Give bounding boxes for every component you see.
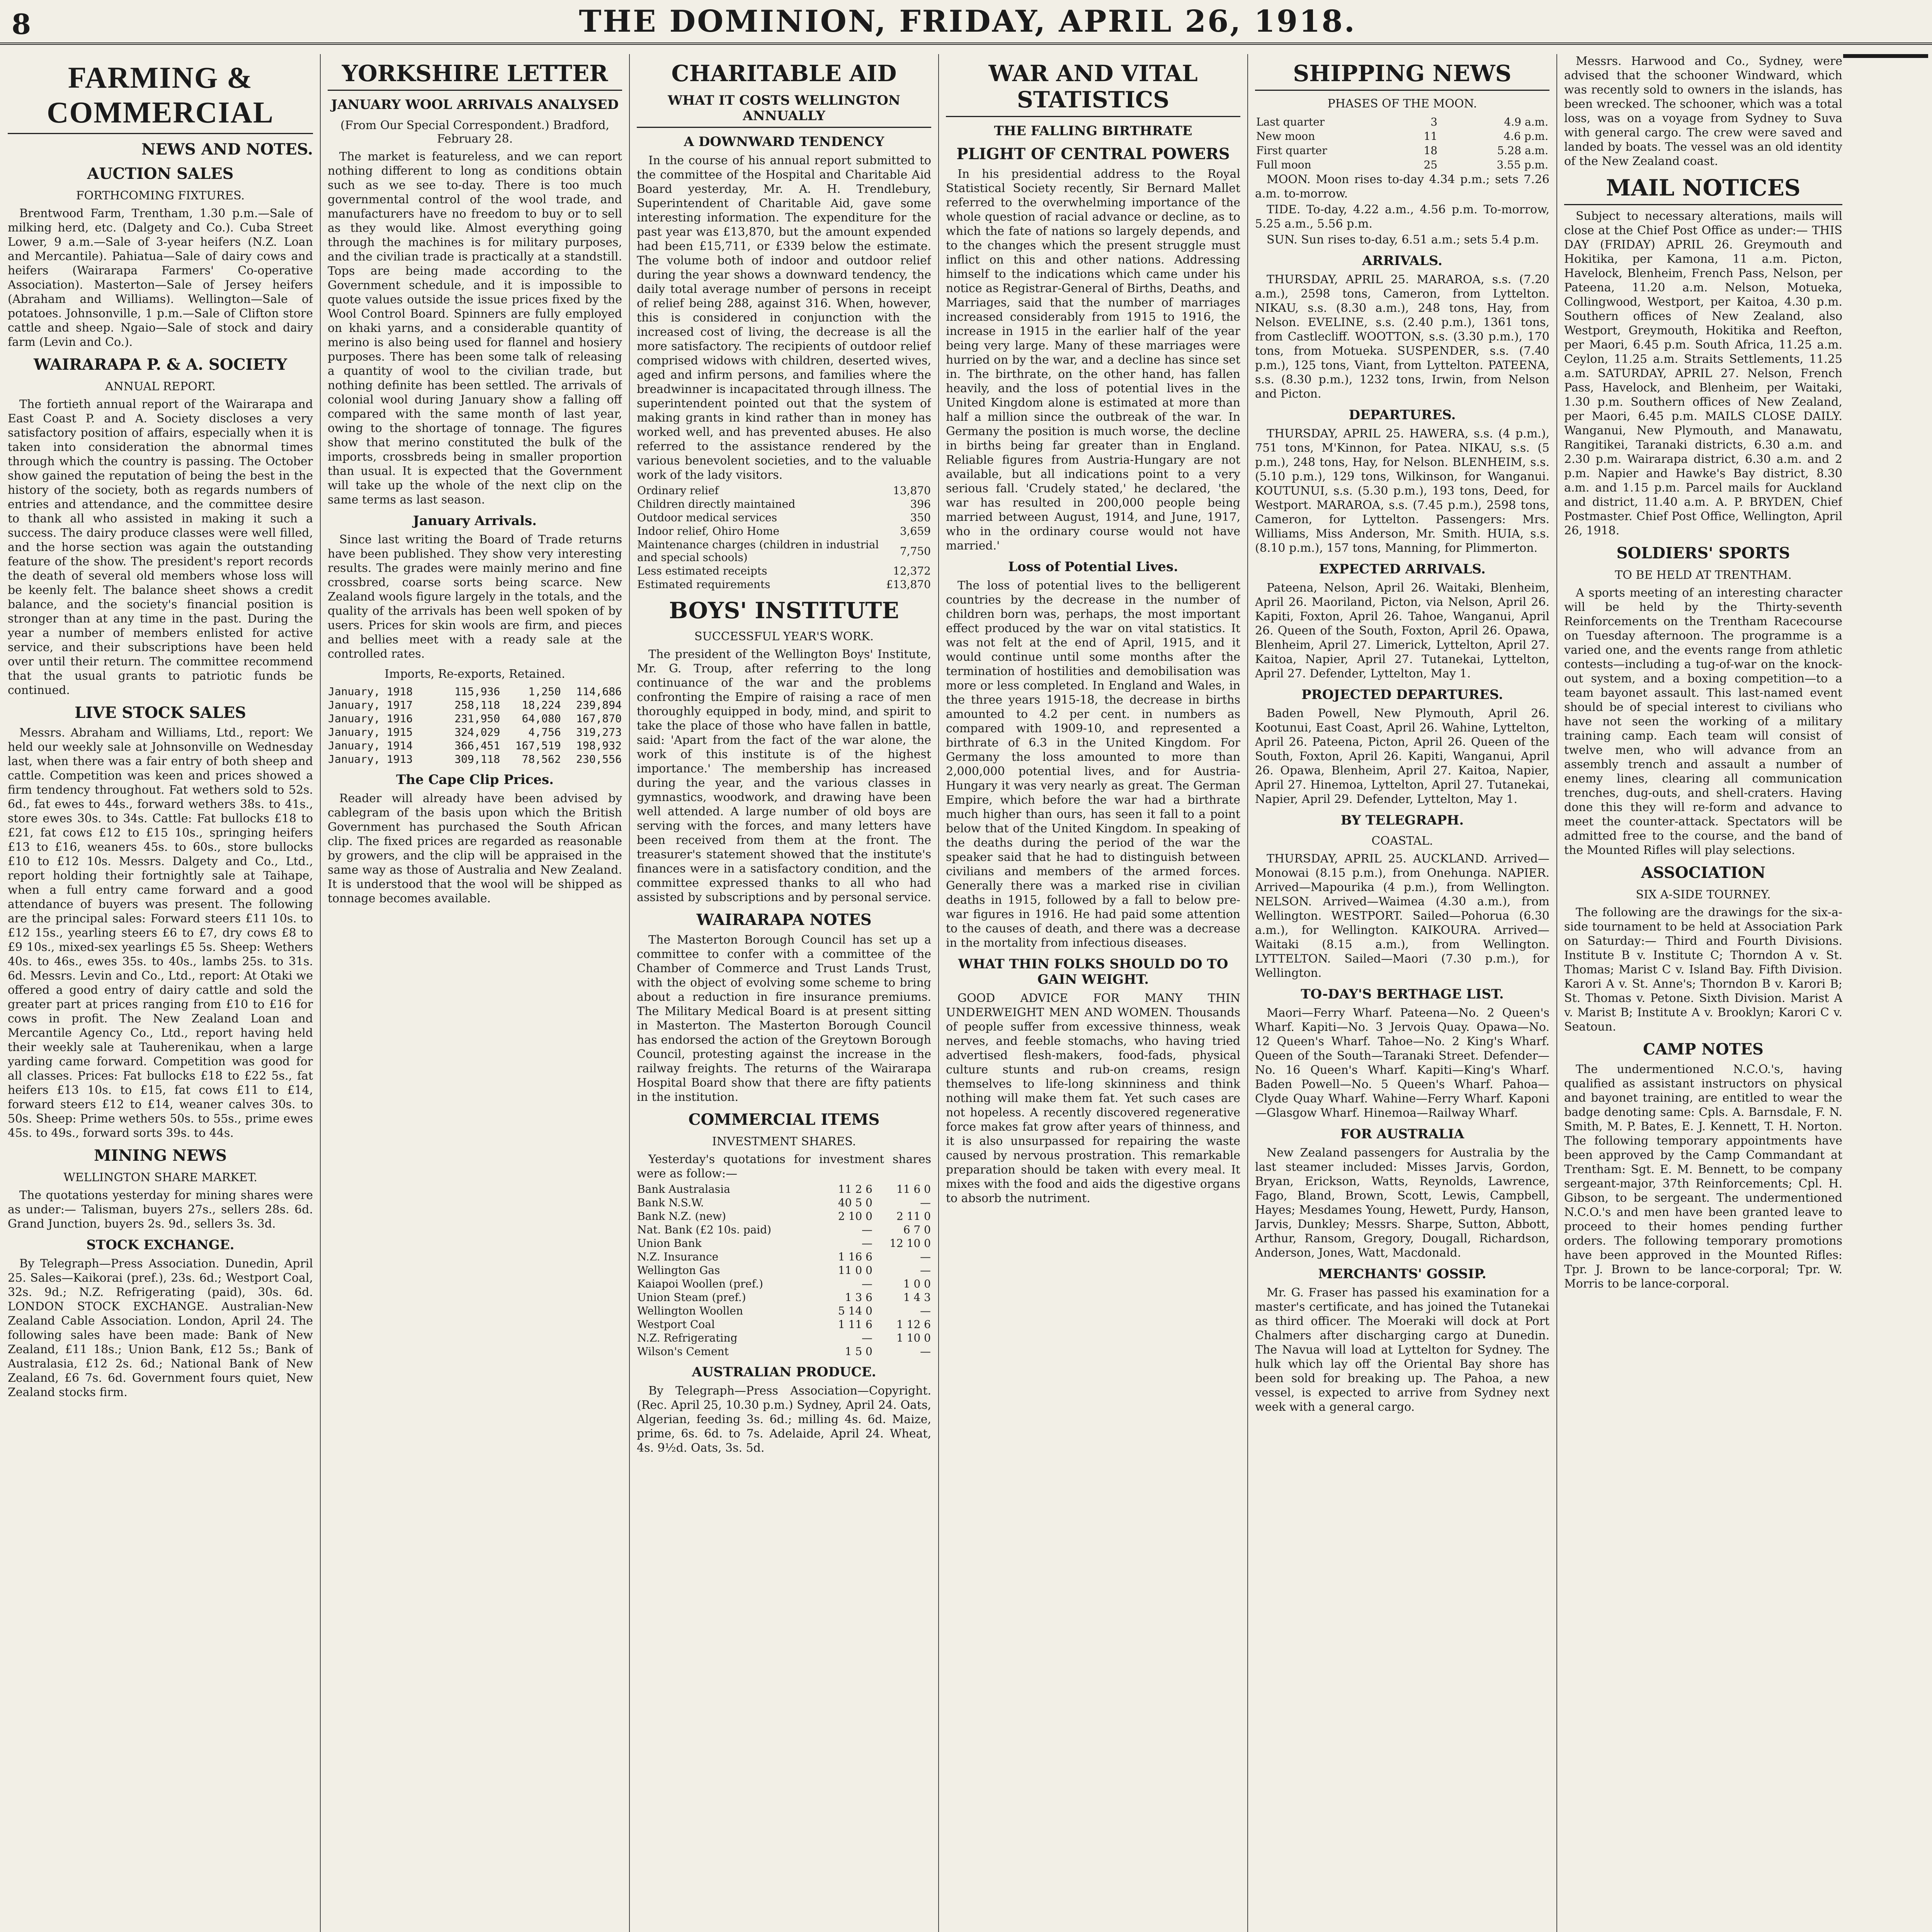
column-rule — [629, 54, 630, 1932]
share-buyers: 40 5 0 — [838, 1196, 872, 1209]
share-name: N.Z. Insurance — [637, 1250, 719, 1263]
charity-row — [637, 564, 931, 578]
retained-value: 198,932 — [576, 739, 622, 752]
charity-row — [637, 524, 931, 538]
import-value: 324,029 — [454, 726, 500, 738]
shares-table — [637, 1182, 931, 1358]
sports-subheading: TO BE HELD AT TRENTHAM. — [1615, 568, 1792, 582]
share-buyers: 1 16 6 — [838, 1250, 872, 1263]
column-charity — [637, 54, 931, 1932]
charity-value: 12,372 — [893, 565, 931, 577]
column-rule — [1247, 54, 1248, 1932]
shipping-continued-text: Messrs. Harwood and Co., Sydney, were advised that the schooner Windward, which was recently sold to owners in the islands, has been wrecked. The schooner, which was a total loss, was on a voyage from Sydney to Suva with general cargo. The crew were saved and landed by boats. The vessel was an old identity of the New Zealand coast. — [1564, 54, 1842, 168]
moon-time: 5.28 a.m. — [1497, 144, 1548, 157]
share-sellers: — — [920, 1264, 931, 1277]
share-sellers: — — [920, 1304, 931, 1317]
reexport-value: 78,562 — [522, 753, 561, 765]
share-row — [637, 1331, 931, 1345]
projected-text: Baden Powell, New Plymouth, April 26. Kootunui, East Coast, April 26. Wahine, Lyttelton, April 26. Pateena, Picton, April 26. Queen of the South, Foxton, April 26. Kapiti, Wanganui, April 26. Opawa, Blenheim, April 27. Kaitoa, Napier, April 27. Hinemoa, Lyttelton, April 27. Tutanekai, Napier, April 29. Defender, Lyttelton, May 1. — [1255, 707, 1549, 806]
import-year: January, 1918 — [328, 685, 413, 698]
cape-text: Reader will already have been advised by cablegram of the basis upon which the British Government has purchased the South African clip. The fixed prices are regarded as reasonable by growers, and the clip will be appraised in the same way as those of Australia and New Zealand. It is understood that the wool will be shipped as tonnage becomes available. — [328, 792, 622, 905]
share-sellers: — — [920, 1250, 931, 1263]
charity-value: 13,870 — [893, 484, 931, 497]
wairarapa-text: The Masterton Borough Council has set up a committee to confer with a committee of the Chamber of Commerce and Trust Lands Trust, with the object of evolving some scheme to bring about a reduction in fire insurance premiums. The Military Medical Board is at present sitting in Masterton. The Masterton Borough Council has endorsed the action of the Greytown Borough Council, protesting against the increase in the railway freights. The returns of the Wairarapa Hospital Board show that there are fifty patients in the institution. — [637, 933, 931, 1104]
commercial-subheading: INVESTMENT SHARES. — [712, 1135, 856, 1148]
arrivals-text: THURSDAY, APRIL 25. MARAROA, s.s. (7.20 a.m.), 2598 tons, Cameron, from Lyttelton. NIKAU, s.s. (8.30 a.m.), 248 tons, Hay, from Nelson. EVELINE, s.s. (2.40 p.m.), 1361 tons, from Castlecliff. WOOTTON, s.s. (3.30 p.m.), 170 tons, from Motueka. SUSPENDER, s.s. (7.40 p.m.), 125 tons, Viant, from Lyttelton. PATEENA, s.s. (8.30 p.m.), 1232 tons, Irwin, from Nelson and Picton. — [1255, 273, 1549, 401]
share-row — [637, 1236, 931, 1250]
wpa-subheading: ANNUAL REPORT. — [105, 380, 216, 393]
share-sellers: 1 4 3 — [903, 1291, 931, 1304]
charity-row — [637, 511, 931, 524]
share-name: Nat. Bank (£2 10s. paid) — [637, 1223, 772, 1236]
import-year: January, 1914 — [328, 739, 413, 752]
moon-time: 4.6 p.m. — [1503, 130, 1548, 143]
share-sellers: 12 10 0 — [889, 1237, 931, 1250]
camp-text: The undermentioned N.C.O.'s, having qualified as assistant instructors on physical and bayonet training, are entitled to wear the badge denoting same: Cpls. A. Barnsdale, F. N. Smith, M. P. Bates, E. J. Kennett, T. H. Norton. The following temporary appointments have been approved by the Camp Commandant at Trentham: Sgt. E. M. Bennett, to be company sergeant-major, 37th Reinforcements; Cpl. H. Gibson, to be sergeant. The undermentioned N.C.O.'s and men have been granted leave to proceed to their homes pending further orders. The following temporary promotions have been approved in the Mounted Rifles: Tpr. J. Brown to be lance-corporal; Tpr. W. Morris to be lance-corporal. — [1564, 1063, 1842, 1291]
commercial-heading: COMMERCIAL ITEMS — [688, 1111, 880, 1129]
charity-label: Less estimated receipts — [637, 565, 767, 577]
import-row — [328, 739, 622, 752]
share-sellers: 2 11 0 — [896, 1210, 931, 1223]
share-buyers: — — [861, 1237, 872, 1250]
share-name: Bank N.Z. (new) — [637, 1210, 726, 1223]
moon-phase: Full moon — [1256, 158, 1311, 171]
yorkshire-subheading: JANUARY WOOL ARRIVALS ANALYSED — [331, 97, 619, 112]
import-table — [328, 685, 622, 766]
war-subheading-2: PLIGHT OF CENTRAL POWERS — [956, 145, 1230, 163]
exchange-text: By Telegraph—Press Association. Dunedin, April 25. Sales—Kaikorai (pref.), 23s. 6d.; Westport Coal, 32s. 9d.; N.Z. Refrigerating (paid), 30s. 6d. LONDON STOCK EXCHANGE. Australian-New Zealand Cable Association. London, April 24. The following sales have been made: Bank of New Zealand, £11 18s.; Union Bank, £12 5s.; Bank of Australasia, £12 2s. 6d.; National Bank of New Zealand, £6 7s. 6d. Government fours quiet, New Zealand stocks firm. — [8, 1257, 313, 1399]
expected-heading: EXPECTED ARRIVALS. — [1319, 561, 1486, 577]
share-row — [637, 1291, 931, 1304]
charity-subheading-2: A DOWNWARD TENDENCY — [684, 134, 884, 150]
association-subheading: SIX A-SIDE TOURNEY. — [1636, 888, 1771, 901]
share-name: Bank Australasia — [637, 1183, 730, 1196]
import-value: 366,451 — [454, 739, 500, 752]
projected-heading: PROJECTED DEPARTURES. — [1301, 687, 1503, 702]
charity-label: Outdoor medical services — [637, 511, 777, 524]
moon-phase: First quarter — [1256, 144, 1327, 157]
moon-day: 11 — [1423, 130, 1438, 143]
reexport-value: 64,080 — [522, 712, 561, 725]
berthage-text: Maori—Ferry Wharf. Pateena—No. 2 Queen's Wharf. Kapiti—No. 3 Jervois Quay. Opawa—No. 12 Queen's Wharf. Tahoe—No. 2 King's Wharf. Queen of the South—Taranaki Street. Defender—No. 16 Queen's Wharf. Kapiti—King's Wharf. Baden Powell—No. 5 Queen's Wharf. Pahoa—Clyde Quay Wharf. Wahine—Ferry Wharf. Kaponi—Glasgow Wharf. Hinemoa—Railway Wharf. — [1255, 1006, 1549, 1120]
share-buyers: — — [861, 1223, 872, 1236]
column-rule — [938, 54, 939, 1932]
auction-text: Brentwood Farm, Trentham, 1.30 p.m.—Sale of milking herd, etc. (Dalgety and Co.). Cuba Street Lower, 9 a.m.—Sale of 3-year heifers (N.Z. Loan and Mercantile). Pahiatua—Sale of dairy cows and heifers (Wairarapa Farmers' Co-operative Association). Masterton—Sale of Jersey heifers (Abraham and Williams). Wellington—Sale of potatoes. Johnsonville, 1 p.m.—Sale of Clifton store cattle and sheep. Ngaio—Sale of stock and dairy farm (Levin and Co.). — [8, 207, 313, 349]
reexport-value: 18,224 — [522, 699, 561, 711]
spacer-2 — [1843, 54, 1847, 58]
gain-heading: WHAT THIN FOLKS SHOULD DO TO GAIN WEIGHT. — [958, 956, 1228, 987]
moon-day: 25 — [1423, 158, 1438, 171]
share-name: Union Bank — [637, 1237, 702, 1250]
charity-row — [637, 497, 931, 511]
import-year: January, 1916 — [328, 712, 413, 725]
war-text: In his presidential address to the Royal Statistical Society recently, Sir Bernard Mallet referred to the overwhelming importance of the whole question of racial advance or decline, as to which the fate of nations so largely depends, and to the changes which the present struggle must inflict on this and other nations. Addressing himself to the indications which came under his notice as Registrar-General of Births, Deaths, and Marriages, said that the number of marriages increased considerably from 1915 to 1916, the increase in 1915 in the earlier half of the year being very large. Many of these marriages were hurried on by the war, and a decline has since set in. The birthrate, on the other hand, has fallen heavily, and the loss of potential lives in the United Kingdom alone is estimated at more than half a million since the outbreak of the war. In Germany the position is much worse, the decline in births being far greater than in England. Reliable figures from Austria-Hungary are not available, but all indications point to a very serious fall. 'Crudely stated,' he declared, 'the war has resulted in 200,000 people being married between August, 1914, and June, 1917, who in the ordinary course would not have married.' — [946, 167, 1240, 553]
association-heading: ASSOCIATION — [1641, 864, 1766, 882]
column-rule — [320, 54, 321, 1932]
loss-heading: Loss of Potential Lives. — [1008, 559, 1178, 575]
charity-subheading: WHAT IT COSTS WELLINGTON ANNUALLY — [637, 93, 931, 128]
sun-text: SUN. Sun rises to-day, 6.51 a.m.; sets 5.4 p.m. — [1267, 233, 1539, 247]
share-sellers: 1 12 6 — [896, 1318, 931, 1331]
farming-section-sub: NEWS AND NOTES. — [141, 140, 313, 158]
gossip-text: Mr. G. Fraser has passed his examination for a master's certificate, and has joined the Tutanekai as third officer. The Moeraki will dock at Port Chalmers after discharging cargo at Dunedin. The Navua will load at Lyttelton for Sydney. The hulk which lay off the Oriental Bay shore has been sold for breaking up. The Pahoa, a new vessel, is expected to arrive from Sydney next week with a general cargo. — [1255, 1286, 1549, 1414]
charity-text: In the course of his annual report submitted to the committee of the Hospital and Charitable Aid Board yesterday, Mr. A. H. Trendlebury, Superintendent of Charitable Aid, gave some interesting information. The expenditure for the past year was £13,870, but the amount expended had been £15,711, or £339 below the estimate. The volume both of indoor and outdoor relief during the year shows a downward tendency, the daily total average number of persons in receipt of relief being 288, against 316. When, however, this is considered in conjunction with the increased cost of living, the decrease is all the more satisfactory. The recipients of outdoor relief comprised widows with children, deserted wives, aged and infirm persons, and families where the breadwinner is incapacitated through illness. The superintendent pointed out that the system of making grants in kind rather than in money has worked well, and has prevented abuses. He also referred to the assistance rendered by the various benevolent societies, and to the valuable work of the lady visitors. — [637, 154, 931, 482]
retained-value: 319,273 — [576, 726, 622, 738]
coastal-heading: COASTAL. — [1371, 834, 1433, 848]
wpa-heading: WAIRARAPA P. & A. SOCIETY — [33, 355, 287, 374]
share-buyers: 1 5 0 — [845, 1345, 872, 1358]
camp-heading: CAMP NOTES — [1643, 1040, 1764, 1058]
charity-label: Maintenance charges (children in industrial and special schools) — [637, 538, 879, 564]
reexport-value: 4,756 — [528, 726, 561, 738]
masthead — [0, 0, 1932, 45]
share-buyers: — — [861, 1277, 872, 1290]
boys-text: The president of the Wellington Boys' Institute, Mr. G. Troup, after referring to the long continuance of the war and the problems confronting the Empire of raising a race of men thoroughly equipped in body, mind, and spirit to take the place of those who have fallen in battle, said: 'Apart from the fact of the war alone, the work of this institute is of the highest importance.' The membership has increased during the year, and the various classes in gymnastics, woodwork, and drawing have been well attended. A large number of old boys are serving with the forces, and many letters have been received from them at the front. The treasurer's statement showed that the institute's finances were in a satisfactory condition, and the committee expressed thanks to all who had assisted by subscriptions and by personal service. — [637, 648, 931, 904]
shipping-heading: SHIPPING NEWS — [1255, 60, 1549, 91]
charity-label: Ordinary relief — [637, 484, 719, 497]
mail-text: Subject to necessary alterations, mails will close at the Chief Post Office as under:— THIS DAY (FRIDAY) APRIL 26. Greymouth and Hokitika, per Kamona, 11 a.m. Picton, Havelock, Blenheim, French Pass, Nelson, per Pateena, 11.20 a.m. Nelson, Motueka, Collingwood, Westport, per Kaitoa, 4.30 p.m. Southern offices of New Zealand, also Westport, Greymouth, Hokitika and Reefton, per Maori, 6.45 p.m. South Africa, 11.25 a.m. Ceylon, 11.25 a.m. Straits Settlements, 11.25 a.m. SATURDAY, APRIL 27. Nelson, French Pass, Havelock, and Blenheim, per Waitaki, 1.30 p.m. Southern offices of New Zealand, per Maori, 6.45 p.m. MAILS CLOSE DAILY. Wanganui, New Plymouth, and Manawatu, Rangitikei, Taranaki districts, 6.30 a.m. and 2.30 p.m. Wairarapa district, 6.30 a.m. and 2 p.m. Napier and Hawke's Bay district, 8.30 a.m. and 1.15 p.m. Parcel mails for Auckland and district, 11.40 a.m. A. P. BRYDEN, Chief Postmaster. Chief Post Office, Wellington, April 26, 1918. — [1564, 209, 1842, 537]
ads-column — [1851, 54, 1928, 1932]
livestock-heading: LIVE STOCK SALES — [75, 704, 246, 722]
share-name: Wellington Gas — [637, 1264, 720, 1277]
share-buyers: 2 10 0 — [838, 1210, 872, 1223]
share-row — [637, 1277, 931, 1291]
import-value: 309,118 — [454, 753, 500, 765]
share-sellers: — — [920, 1196, 931, 1209]
moon-time: 3.55 p.m. — [1497, 158, 1548, 171]
sports-heading: SOLDIERS' SPORTS — [1616, 544, 1790, 562]
share-row — [637, 1264, 931, 1277]
import-row — [328, 685, 622, 698]
australia-heading: FOR AUSTRALIA — [1340, 1126, 1464, 1142]
share-name: Westport Coal — [637, 1318, 715, 1331]
moon-row — [1256, 115, 1549, 129]
departures-text: THURSDAY, APRIL 25. HAWERA, s.s. (4 p.m.), 751 tons, M'Kinnon, for Patea. NIKAU, s.s. (5 p.m.), 248 tons, Hay, for Nelson. BLENHEIM, s.s. (5.10 p.m.), 129 tons, Wilkinson, for Wanganui. KOUTUNUI, s.s. (5.30 p.m.), 193 tons, Deed, for Westport. MARAROA, s.s. (7.45 p.m.), 2598 tons, Cameron, for Lyttelton. Passengers: Mrs. Williams, Miss Anderson, Mr. Smith. HUIA, s.s. (8.10 p.m.), 157 tons, Manning, for Plimmerton. — [1255, 427, 1549, 555]
australia-text: New Zealand passengers for Australia by the last steamer included: Misses Jarvis, Gordon, Bryan, Erickson, Watts, Reynolds, Lawrence, Fago, Bland, Brown, Scott, Lewis, Campbell, Hayes; Mesdames Young, Hewett, Purdy, Hanson, Jarvis, Dunkley; Messrs. Sharpe, Sutton, Abbott, Arthur, Ransom, Gregory, Dougall, Richardson, Anderson, Jones, Watt, Macdonald. — [1255, 1146, 1549, 1260]
wpa-text: The fortieth annual report of the Wairarapa and East Coast P. and A. Society discloses a very satisfactory position of affairs, especially when it is taken into consideration the abnormal times through which the country is passing. The October show gained the reputation of being the best in the history of the society, both as regards numbers of entries and attendance, and the committee desire to thank all who assisted in making it such a success. The dairy produce classes were well filled, and the horse section was again the outstanding feature of the show. The president's report records the death of several old members whose loss will be keenly felt. The balance sheet shows a credit balance, and the society's financial position is stronger than at any time in the past. During the year a number of members enlisted for active service, and their subscriptions have been held over until their return. The committee recommend that the usual grants to patriotic funds be continued. — [8, 398, 313, 697]
column-yorkshire — [328, 54, 622, 1932]
exchange-heading: STOCK EXCHANGE. — [86, 1237, 235, 1253]
charity-value: 3,659 — [900, 525, 931, 537]
war-subheading: THE FALLING BIRTHRATE — [994, 123, 1192, 139]
share-buyers: 11 2 6 — [838, 1183, 872, 1196]
share-row — [637, 1250, 931, 1264]
charity-table — [637, 484, 931, 591]
share-name: Wellington Woollen — [637, 1304, 743, 1317]
moon-row — [1256, 144, 1549, 157]
import-row — [328, 725, 622, 739]
share-row — [637, 1304, 931, 1318]
moon-heading: PHASES OF THE MOON. — [1327, 97, 1477, 111]
produce-heading: AUSTRALIAN PRODUCE. — [692, 1364, 876, 1380]
column-war-statistics — [946, 54, 1240, 1932]
auction-subheading: FORTHCOMING FIXTURES. — [76, 189, 245, 202]
share-name: Bank N.S.W. — [637, 1196, 704, 1209]
share-name: N.Z. Refrigerating — [637, 1332, 738, 1344]
charity-value: 396 — [910, 498, 931, 510]
import-row — [328, 752, 622, 766]
column-farming — [8, 54, 313, 1932]
association-text: The following are the drawings for the six-a-side tournament to be held at Association Park on Saturday:— Third and Fourth Divisions. Institute B v. Institute C; Thorndon A v. St. Thomas; Marist C v. Island Bay. Fifth Division. Karori A v. St. Anne's; Thorndon B v. Karori B; St. Thomas v. Petone. Sixth Division. Marist A v. Marist B; Institute A v. Brooklyn; Karori C v. Seatoun. — [1564, 906, 1842, 1034]
share-sellers: 6 7 0 — [903, 1223, 931, 1236]
moon-row — [1256, 129, 1549, 143]
share-row — [637, 1345, 931, 1358]
moon-rise-text: MOON. Moon rises to-day 4.34 p.m.; sets 7.26 a.m. to-morrow. — [1255, 173, 1549, 201]
produce-text: By Telegraph—Press Association—Copyright. (Rec. April 25, 10.30 p.m.) Sydney, April 24. Oats, Algerian, feeding 3s. 6d.; milling 4s. 6d. Maize, prime, 6s. 6d. to 7s. Adelaide, April 24. Wheat, 4s. 9½d. Oats, 3s. 5d. — [637, 1384, 931, 1455]
share-sellers: — — [920, 1345, 931, 1358]
charity-value: £13,870 — [886, 578, 931, 591]
moon-row — [1256, 158, 1549, 172]
auction-heading: AUCTION SALES — [87, 165, 234, 183]
import-table-title: Imports, Re-exports, Retained. — [384, 667, 565, 681]
charity-label: Estimated requirements — [637, 578, 770, 591]
yorkshire-heading: YORKSHIRE LETTER — [328, 60, 622, 91]
share-sellers: 1 10 0 — [896, 1332, 931, 1344]
moon-day: 18 — [1423, 144, 1438, 157]
import-value: 231,950 — [454, 712, 500, 725]
share-row — [637, 1209, 931, 1223]
share-row — [637, 1196, 931, 1209]
share-sellers: 11 6 0 — [896, 1183, 931, 1196]
berthage-heading: TO-DAY'S BERTHAGE LIST. — [1301, 986, 1504, 1002]
mining-text: The quotations yesterday for mining shares were as under:— Talisman, buyers 27s., sellers 28s. 6d. Grand Junction, buyers 2s. 9d., sellers 3s. 3d. — [8, 1189, 313, 1231]
share-row — [637, 1182, 931, 1196]
share-row — [637, 1223, 931, 1236]
charity-value: 350 — [910, 511, 931, 524]
share-buyers: — — [861, 1332, 872, 1344]
loss-text: The loss of potential lives to the belligerent countries by the decrease in the number of children born was, perhaps, the most important effect produced by the war on vital statistics. It was not felt at the end of April, 1915, and it would continue until some months after the termination of hostilities and demobilisation was more or less completed. In England and Wales, in the three years 1915-18, the decrease in births amounted to 4.2 per cent. in numbers as compared with 1909-10, and represented a birthrate of 6.3 in the United Kingdom. For Germany the loss amounted to more than 2,000,000 potential lives, and for Austria-Hungary it was very nearly as great. The German Empire, which before the war had a birthrate much higher than ours, has seen it fall to a point below that of the United Kingdom. In speaking of the deaths during the period of the war the speaker said that he had to distinguish between civilians and members of the armed forces. Generally there was a marked rise in civilian deaths in 1915, followed by a fall to below pre-war figures in 1916. He had paid some attention to the causes of death, and there was a decrease in the mortality from infectious diseases. — [946, 579, 1240, 950]
charity-row — [637, 538, 931, 564]
import-value: 115,936 — [454, 685, 500, 698]
yorkshire-text: The market is featureless, and we can report nothing different to long as conditions obtain such as we see to-day. There is too much governmental control of the wool trade, and manufacturers have no freedom to buy or to sell as they would like. Almost everything going through the machines is for military purposes, and the civilian trade is practically at a standstill. Tops are being made according to the Government schedule, and it is impossible to quote values outside the issue prices fixed by the Wool Control Board. Spinners are fully employed on khaki yarns, and a considerable quantity of merino is also being used for flannel and hosiery purposes. There has been some talk of releasing a quantity of wool to the civilian trade, but nothing definite has been settled. The arrivals of colonial wool during January show a falling off compared with the same month of last year, owing to the shortage of tonnage. The figures show that merino constituted the bulk of the imports, crossbreds being in smaller proportion than usual. It is expected that the Government will take up the whole of the next clip on the same terms as last season. — [328, 150, 622, 507]
import-row — [328, 698, 622, 712]
commercial-text: Yesterday's quotations for investment shares were as follow:— — [637, 1153, 931, 1180]
charity-row — [637, 578, 931, 591]
share-sellers: 1 0 0 — [903, 1277, 931, 1290]
wairarapa-heading: WAIRARAPA NOTES — [696, 911, 872, 929]
imports-text: Since last writing the Board of Trade returns have been published. They show very interesting results. The grades were mainly merino and fine crossbred, coarse sorts being scarce. New Zealand wools figure largely in the totals, and the quality of the arrivals has been well spoken of by users. Prices for skin wools are firm, and pieces and bellies meet with a ready sale at the controlled rates. — [328, 533, 622, 661]
column-mail — [1564, 54, 1842, 1932]
charity-value: 7,750 — [900, 544, 931, 558]
share-buyers: 1 11 6 — [838, 1318, 872, 1331]
reexport-value: 1,250 — [528, 685, 561, 698]
charity-row — [637, 484, 931, 497]
import-row — [328, 712, 622, 725]
charity-label: Children directly maintained — [637, 498, 796, 510]
paper-dateline: THE DOMINION, FRIDAY, APRIL 26, 1918. — [579, 4, 1356, 39]
mail-heading: MAIL NOTICES — [1564, 175, 1842, 205]
share-name: Union Steam (pref.) — [637, 1291, 746, 1304]
page-number: 8 — [12, 8, 31, 41]
mining-subheading: WELLINGTON SHARE MARKET. — [63, 1171, 257, 1184]
charity-heading: CHARITABLE AID — [671, 60, 897, 87]
moon-day: 3 — [1430, 116, 1438, 128]
share-name: Kaiapoi Woollen (pref.) — [637, 1277, 763, 1290]
import-year: January, 1913 — [328, 753, 413, 765]
column-shipping — [1255, 54, 1549, 1932]
import-year: January, 1917 — [328, 699, 413, 711]
share-row — [637, 1318, 931, 1331]
reexport-value: 167,519 — [515, 739, 561, 752]
livestock-text: Messrs. Abraham and Williams, Ltd., report: We held our weekly sale at Johnsonville on Wednesday last, when there was a fair entry of both sheep and cattle. Competition was keen and prices showed a firm tendency throughout. Fat wethers sold to 52s. 6d., fat ewes to 44s., forward wethers 38s. to 41s., store ewes 30s. to 34s. Cattle: Fat bullocks £18 to £21, fat cows £12 to £15 10s., springing heifers £13 to £16, weaners 45s. to 60s., store bullocks £10 to £12 10s. Messrs. Dalgety and Co., Ltd., report holding their fortnightly sale at Taihape, when a full entry came forward and a good attendance of buyers was present. The following are the principal sales: Forward steers £11 10s. to £12 15s., yearling steers £6 to £7, dry cows £8 to £9 10s., mixed-sex yearlings £5 5s. Sheep: Wethers 40s. to 46s., ewes 35s. to 40s., lambs 25s. to 31s. 6d. Messrs. Levin and Co., Ltd., report: At Otaki we offered a good entry of dairy cattle and sold the greater part at prices ranging from £10 to £16 for cows in profit. The New Zealand Loan and Mercantile Agency Co., Ltd., report having held their weekly sale at Tauherenikau, when a large yarding came forward. Competition was good for all classes. Prices: Fat bullocks £18 to £22 5s., fat heifers £13 10s. to £15, fat cows £11 to £14, forward steers £12 to £14, weaner calves 30s. to 50s. Sheep: Prime wethers 50s. to 55s., prime ewes 45s. to 49s., forward sorts 39s. to 44s. — [8, 726, 313, 1140]
retained-value: 114,686 — [576, 685, 622, 698]
telegraph-heading: BY TELEGRAPH. — [1340, 813, 1464, 828]
yorkshire-byline: (From Our Special Correspondent.) Bradford, February 28. — [340, 119, 609, 146]
moon-table — [1255, 114, 1549, 172]
share-buyers: 1 3 6 — [845, 1291, 872, 1304]
tide-text: TIDE. To-day, 4.22 a.m., 4.56 p.m. To-morrow, 5.25 a.m., 5.56 p.m. — [1255, 203, 1549, 231]
share-buyers: 5 14 0 — [838, 1304, 872, 1317]
share-buyers: 11 0 0 — [838, 1264, 872, 1277]
moon-phase: New moon — [1256, 130, 1315, 143]
arrivals-heading: ARRIVALS. — [1362, 253, 1442, 269]
moon-time: 4.9 a.m. — [1504, 116, 1548, 128]
retained-value: 239,894 — [576, 699, 622, 711]
gossip-heading: MERCHANTS' GOSSIP. — [1318, 1266, 1486, 1282]
departures-heading: DEPARTURES. — [1349, 407, 1456, 423]
expected-text: Pateena, Nelson, April 26. Waitaki, Blenheim, April 26. Maoriland, Picton, via Nelson, April 26. Kapiti, Foxton, April 26. Tahoe, Wanganui, April 26. Queen of the South, Foxton, April 26. Opawa, Blenheim, April 27. Limerick, Lyttelton, April 27. Kaitoa, Napier, April 27. Tutanekai, Lyttelton, April 27. Defender, Lyttelton, May 1. — [1255, 581, 1549, 680]
boys-subheading: SUCCESSFUL YEAR'S WORK. — [694, 630, 874, 643]
share-name: Wilson's Cement — [637, 1345, 729, 1358]
charity-label: Indoor relief, Ohiro Home — [637, 525, 780, 537]
import-value: 258,118 — [454, 699, 500, 711]
war-heading: WAR AND VITAL STATISTICS — [946, 60, 1240, 117]
import-year: January, 1915 — [328, 726, 413, 738]
boys-heading: BOYS' INSTITUTE — [669, 597, 899, 624]
retained-value: 167,870 — [576, 712, 622, 725]
retained-value: 230,556 — [576, 753, 622, 765]
coastal-text: THURSDAY, APRIL 25. AUCKLAND. Arrived—Monowai (8.15 p.m.), from Onehunga. NAPIER. Arrived—Mapourika (4 p.m.), from Wellington. NELSON. Arrived—Waimea (4.30 a.m.), from Wellington. WESTPORT. Sailed—Pohorua (6.30 a.m.), for Wellington. KAIKOURA. Arrived—Waitaki (8.15 a.m.), from Wellington. LYTTELTON. Sailed—Maori (7.30 p.m.), for Wellington. — [1255, 852, 1549, 980]
cape-heading: The Cape Clip Prices. — [396, 772, 554, 787]
column-rule — [1556, 54, 1557, 1932]
moon-phase: Last quarter — [1256, 116, 1325, 128]
sports-text: A sports meeting of an interesting character will be held by the Thirty-seventh Reinforcements on the Trentham Racecourse on Tuesday afternoon. The programme is a varied one, and the events range from athletic contests—including a tug-of-war on the knock-out system, and a boxing competition—to a team bayonet assault. This last-named event should be of special interest to civilians who have not seen the working of a military training camp. Each team will consist of twelve men, who will advance from an assembly trench and assault a number of enemy lines, clearing all communication trenches, dug-outs, and shell-craters. Having done this they will re-form and advance to meet the counter-attack. Spectators will be admitted free to the course, and the band of the Mounted Rifles will play selections. — [1564, 586, 1842, 857]
gain-text: GOOD ADVICE FOR MANY THIN UNDERWEIGHT MEN AND WOMEN. Thousands of people suffer from excessive thinness, weak nerves, and feeble stomachs, who having tried advertised flesh-makers, food-fads, physical culture stunts and rub-on creams, resign themselves to life-long skinniness and think nothing will make them fat. Yet such cases are not hopeless. A recently discovered regenerative force makes fat grow after years of thinness, and it is also unsurpassed for repairing the waste caused by nervous prostration. This remarkable preparation should be taken with every meal. It mixes with the food and aids the digestive organs to absorb the nutriment. — [946, 992, 1240, 1205]
imports-heading: January Arrivals. — [413, 513, 537, 529]
mining-heading: MINING NEWS — [94, 1146, 227, 1165]
farming-section-title: FARMING & COMMERCIAL — [8, 60, 313, 134]
